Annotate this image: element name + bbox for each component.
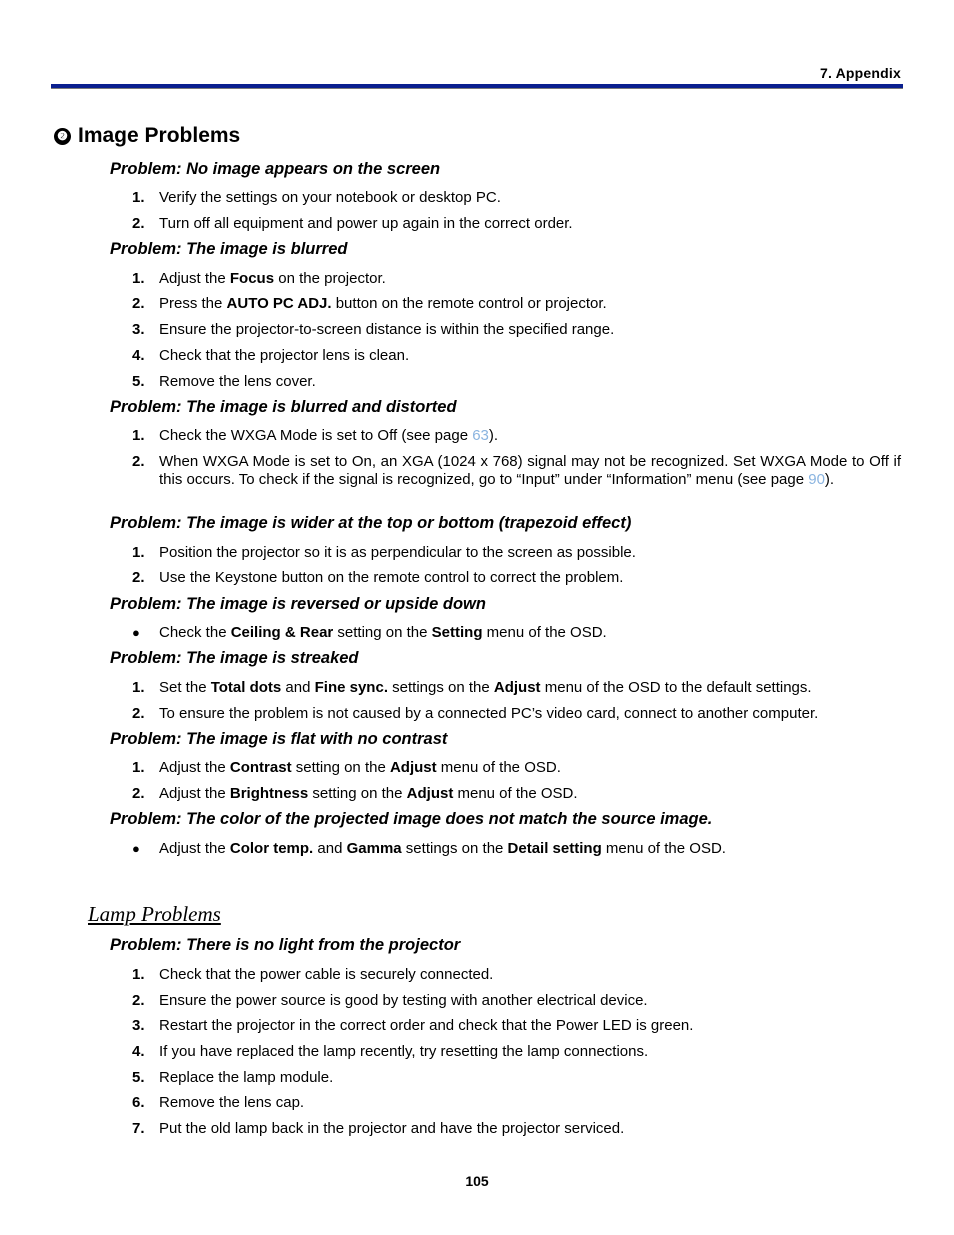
- item-text: Check that the projector lens is clean.: [159, 347, 410, 364]
- item-text: Use the Keystone button on the remote control to correct the problem.: [159, 569, 624, 586]
- item-text: Remove the lens cap.: [159, 1094, 305, 1111]
- bullet-icon: ●: [132, 841, 140, 856]
- item-number: 4.: [132, 347, 145, 364]
- page-number: 105: [465, 1173, 489, 1189]
- item-text: Ensure the projector-to-screen distance is within the specified range.: [159, 321, 615, 338]
- item-text: Adjust the Color temp. and Gamma settings on the Detail setting menu of the OSD.: [159, 840, 726, 857]
- item-text: To ensure the problem is not caused by a connected PC’s video card, connect to another computer.: [159, 705, 819, 722]
- page-link[interactable]: 90: [808, 471, 825, 488]
- item-number: 3.: [132, 1017, 145, 1034]
- header-title: 7. Appendix: [819, 65, 901, 81]
- item-number: 1.: [132, 189, 145, 206]
- item-text: Restart the projector in the correct order and check that the Power LED is green.: [159, 1017, 694, 1034]
- item-text: Adjust the Brightness setting on the Adjust menu of the OSD.: [159, 785, 578, 802]
- item-number: 1.: [132, 966, 145, 983]
- item-text: Remove the lens cover.: [159, 373, 316, 390]
- item-text: Position the projector so it is as perpendicular to the screen as possible.: [159, 544, 636, 561]
- item-number: 3.: [132, 321, 145, 338]
- header-divider: [51, 84, 903, 89]
- item-number: 4.: [132, 1043, 145, 1060]
- item-text: Replace the lamp module.: [159, 1069, 334, 1086]
- problem-heading: Problem: No image appears on the screen: [110, 160, 441, 178]
- page-link[interactable]: 63: [472, 427, 489, 444]
- item-number: 1.: [132, 759, 145, 776]
- problem-heading: Problem: There is no light from the projector: [110, 936, 461, 954]
- item-number: 5.: [132, 373, 145, 390]
- problem-heading: Problem: The image is blurred: [110, 240, 348, 258]
- problem-heading: Problem: The image is blurred and distorted: [110, 398, 457, 416]
- bullet-icon: ●: [132, 625, 140, 640]
- item-number: 2.: [132, 992, 145, 1009]
- item-number: 2.: [132, 569, 145, 586]
- section-title: Image Problems: [78, 124, 241, 147]
- item-text: Ensure the power source is good by testing with another electrical device.: [159, 992, 648, 1009]
- item-number: 2.: [132, 295, 145, 312]
- item-number: 2.: [132, 705, 145, 722]
- item-number: 2.: [132, 453, 145, 470]
- item-number: 5.: [132, 1069, 145, 1086]
- item-number: 1.: [132, 270, 145, 287]
- item-text: Verify the settings on your notebook or desktop PC.: [159, 189, 501, 206]
- item-number: 1.: [132, 679, 145, 696]
- item-text: Adjust the Focus on the projector.: [159, 270, 386, 287]
- section-number-icon: ❷: [54, 128, 71, 145]
- problem-heading: Problem: The image is flat with no contrast: [110, 730, 448, 748]
- item-text: Check that the power cable is securely connected.: [159, 966, 494, 983]
- item-number: 1.: [132, 427, 145, 444]
- item-text: Adjust the Contrast setting on the Adjust menu of the OSD.: [159, 759, 561, 776]
- item-number: 1.: [132, 544, 145, 561]
- item-number: 2.: [132, 785, 145, 802]
- section-heading: [54, 124, 240, 148]
- item-text: Put the old lamp back in the projector and have the projector serviced.: [159, 1120, 625, 1137]
- item-text: If you have replaced the lamp recently, try resetting the lamp connections.: [159, 1043, 649, 1060]
- item-number: 2.: [132, 215, 145, 232]
- problem-heading: Problem: The image is streaked: [110, 649, 359, 667]
- item-text: Check the Ceiling & Rear setting on the Setting menu of the OSD.: [159, 624, 607, 641]
- item-text: Check the WXGA Mode is set to Off (see page 63).: [159, 427, 499, 444]
- lamp-problems-heading: Lamp Problems: [88, 902, 221, 926]
- problem-heading: Problem: The image is wider at the top or bottom (trapezoid effect): [110, 514, 632, 532]
- item-text: When WXGA Mode is set to On, an XGA (1024 x 768) signal may not be recognized. Set WXGA Mode to Off if this occurs. To check if the signal is recognized, go to “Input” under “Information” menu (see page 90).: [159, 453, 901, 488]
- problem-heading: Problem: The color of the projected image does not match the source image.: [110, 810, 713, 828]
- item-text: Turn off all equipment and power up again in the correct order.: [159, 215, 573, 232]
- item-number: 7.: [132, 1120, 145, 1137]
- item-text: Press the AUTO PC ADJ. button on the remote control or projector.: [159, 295, 607, 312]
- problem-heading: Problem: The image is reversed or upside down: [110, 595, 486, 613]
- item-number: 6.: [132, 1094, 145, 1111]
- item-text: Set the Total dots and Fine sync. settings on the Adjust menu of the OSD to the default settings.: [159, 679, 812, 696]
